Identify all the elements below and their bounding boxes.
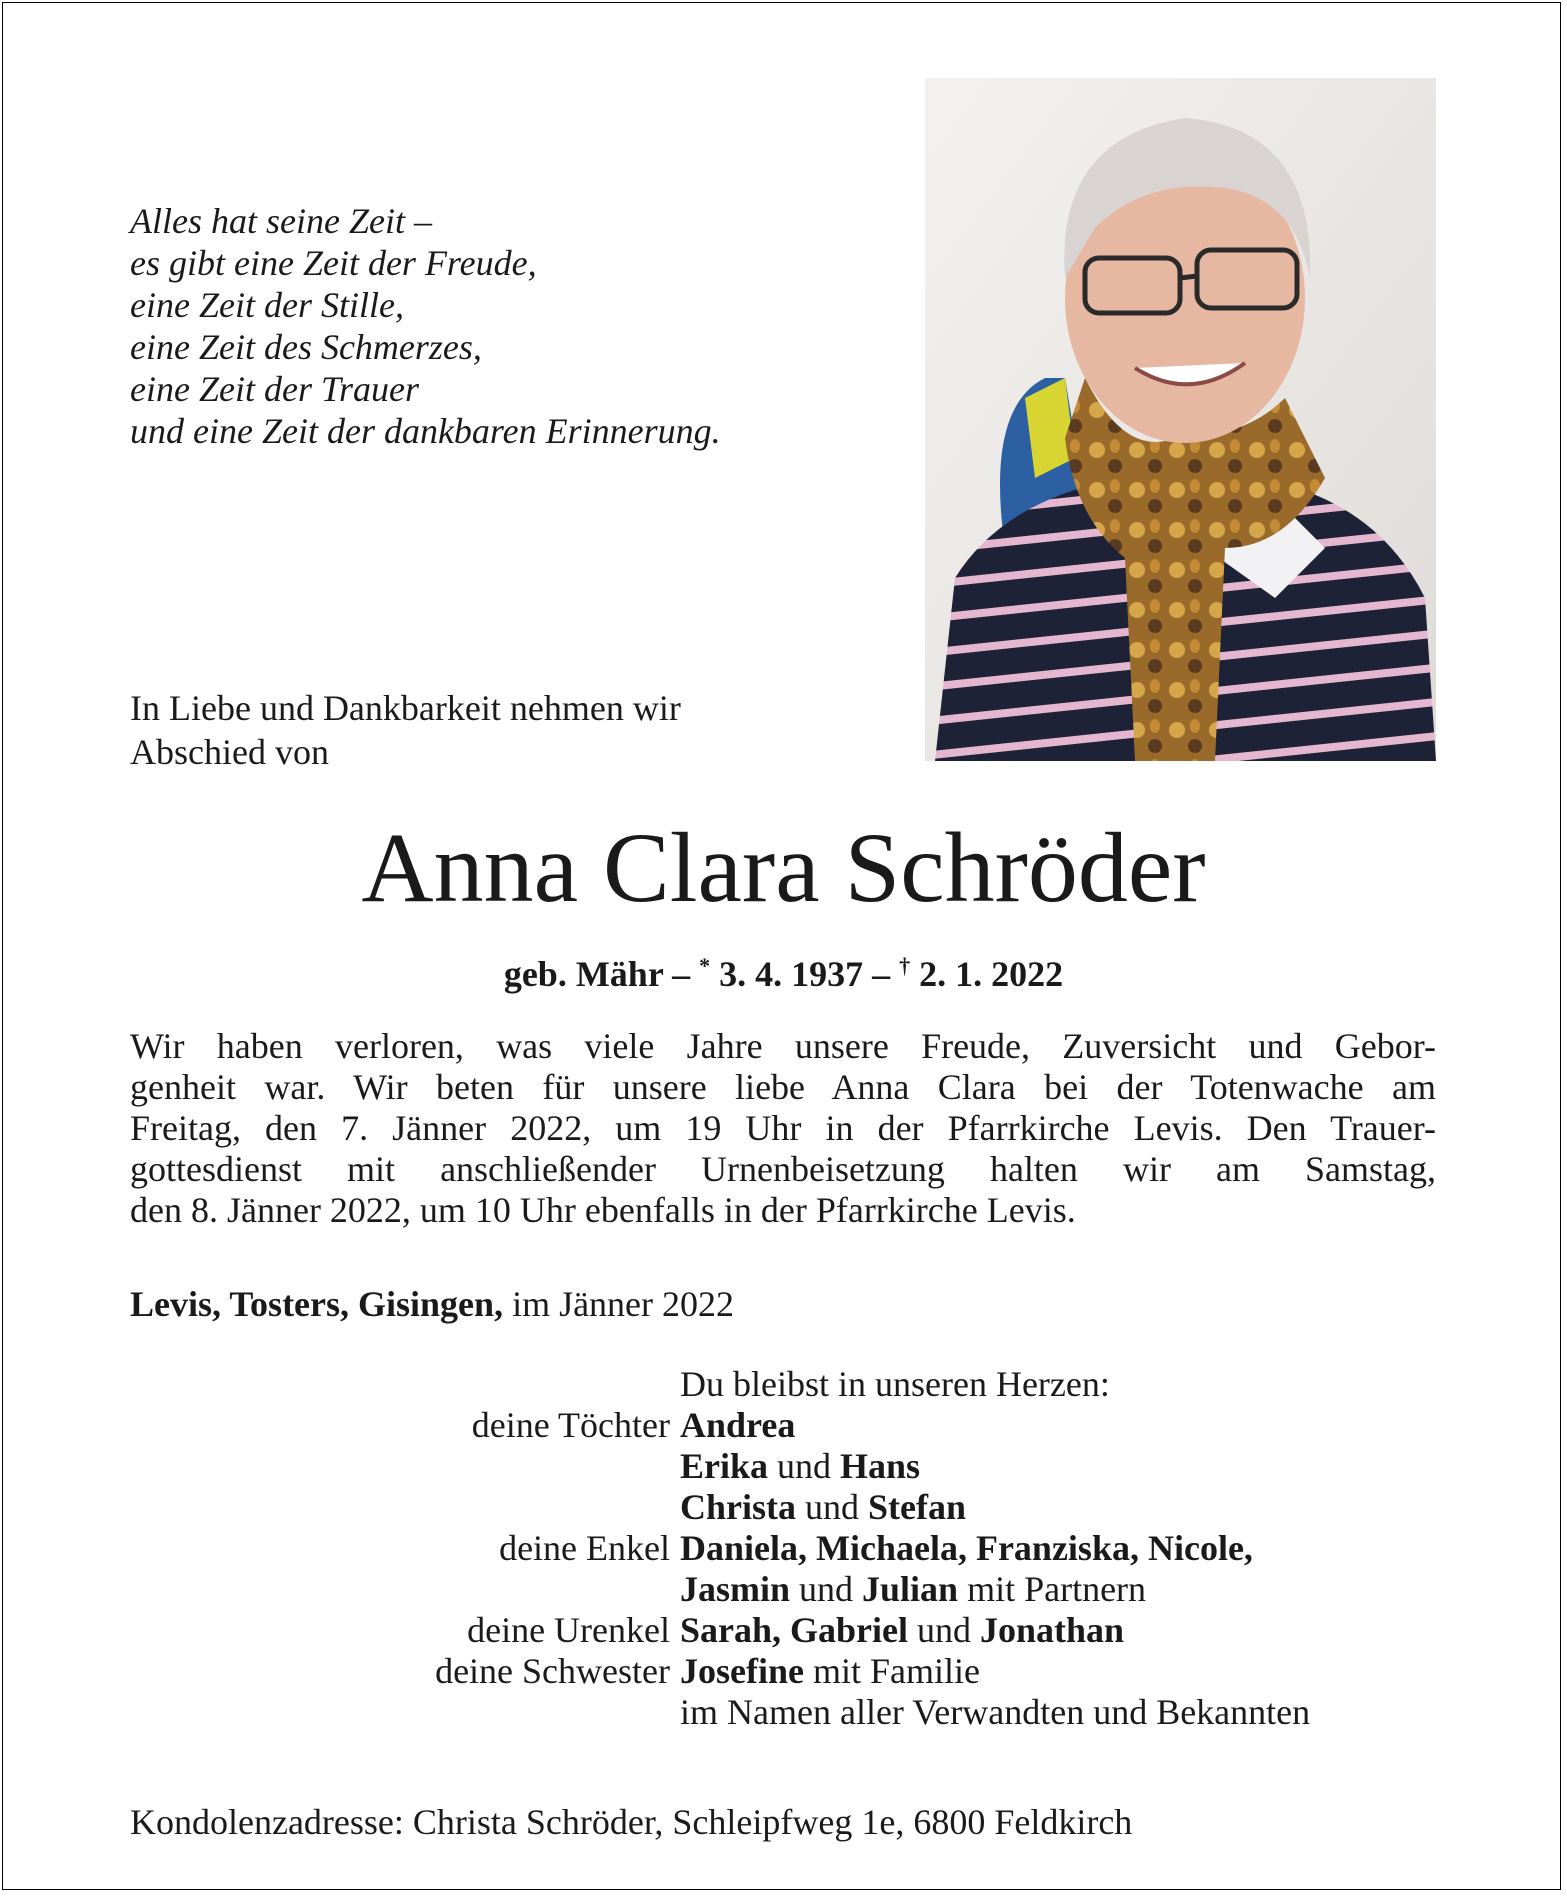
conjunction: und bbox=[790, 1569, 863, 1609]
mourner-name: Jasmin bbox=[680, 1569, 791, 1609]
announcement-text bbox=[130, 1026, 1436, 1231]
relation-label: deine Töchter bbox=[471, 1405, 670, 1445]
mourners-heading-row bbox=[130, 1364, 1450, 1405]
mourners-list bbox=[130, 1364, 1450, 1733]
mourner-name: Erika bbox=[680, 1446, 769, 1486]
birth-date: 3. 4. 1937 – bbox=[710, 954, 900, 994]
poem-line: es gibt eine Zeit der Freude, bbox=[130, 243, 537, 283]
mourner-row bbox=[130, 1446, 1450, 1487]
mourner-name: Julian bbox=[862, 1569, 959, 1609]
mourner-row bbox=[130, 1528, 1450, 1569]
mourner-name: Sarah, Gabriel bbox=[680, 1610, 909, 1650]
conjunction: und bbox=[908, 1610, 981, 1650]
poem-line: Alles hat seine Zeit – bbox=[130, 201, 432, 241]
intro-line: In Liebe und Dankbarkeit nehmen wir bbox=[130, 688, 681, 728]
relation-label: deine Urenkel bbox=[467, 1610, 670, 1650]
place-date bbox=[130, 1282, 734, 1326]
closing-line: im Namen aller Verwandten und Bekannten bbox=[680, 1692, 1311, 1732]
portrait-photo bbox=[925, 78, 1436, 761]
suffix: mit Familie bbox=[803, 1651, 980, 1691]
text-line: gottesdienst mit anschließender Urnenbeisetzung halten wir am Samstag, bbox=[130, 1149, 1436, 1189]
poem-line: und eine Zeit der dankbaren Erinnerung. bbox=[130, 411, 721, 451]
poem-line: eine Zeit der Stille, bbox=[130, 285, 404, 325]
poem-line: eine Zeit des Schmerzes, bbox=[130, 327, 482, 367]
mourner-name: Christa bbox=[680, 1487, 796, 1527]
mourner-row bbox=[130, 1651, 1450, 1692]
text-line: Wir haben verloren, was viele Jahre unsere Freude, Zuversicht und Gebor- bbox=[130, 1026, 1436, 1066]
condolence-address: Kondolenzadresse: Christa Schröder, Schleipfweg 1e, 6800 Feldkirch bbox=[130, 1802, 1133, 1842]
month-year: im Jänner 2022 bbox=[503, 1284, 735, 1324]
mourner-name: Jonathan bbox=[980, 1610, 1125, 1650]
maiden-name: geb. Mähr – bbox=[503, 954, 700, 994]
mourner-name: Josefine bbox=[680, 1651, 804, 1691]
intro-text bbox=[130, 686, 850, 774]
text-line: Freitag, den 7. Jänner 2022, um 19 Uhr in der Pfarrkirche Levis. Den Trauer- bbox=[130, 1108, 1436, 1148]
relation-label: deine Enkel bbox=[499, 1528, 670, 1568]
mourner-row bbox=[130, 1692, 1450, 1733]
mourner-name: Andrea bbox=[680, 1405, 796, 1445]
places: Levis, Tosters, Gisingen, bbox=[130, 1284, 504, 1324]
mourner-row bbox=[130, 1487, 1450, 1528]
conjunction: und bbox=[768, 1446, 841, 1486]
deceased-name: Anna Clara Schröder bbox=[361, 812, 1206, 923]
birth-symbol: * bbox=[699, 953, 711, 978]
mourner-name: Hans bbox=[840, 1446, 921, 1486]
death-date: 2. 1. 2022 bbox=[910, 954, 1064, 994]
mourner-row bbox=[130, 1569, 1450, 1610]
mourner-row bbox=[130, 1405, 1450, 1446]
life-dates bbox=[0, 944, 1567, 996]
mourner-name: Stefan bbox=[868, 1487, 966, 1527]
mourner-row bbox=[130, 1610, 1450, 1651]
poem-line: eine Zeit der Trauer bbox=[130, 369, 419, 409]
death-symbol: † bbox=[899, 953, 911, 978]
poem bbox=[130, 200, 880, 452]
conjunction: und bbox=[796, 1487, 868, 1527]
suffix: mit Partnern bbox=[958, 1569, 1147, 1609]
relation-label: deine Schwester bbox=[435, 1651, 670, 1691]
mourners-heading: Du bleibst in unseren Herzen: bbox=[680, 1364, 1110, 1404]
text-line: genheit war. Wir beten für unsere liebe Anna Clara bei der Totenwache am bbox=[130, 1067, 1436, 1107]
text-line: den 8. Jänner 2022, um 10 Uhr ebenfalls in der Pfarrkirche Levis. bbox=[130, 1190, 1076, 1230]
intro-line: Abschied von bbox=[130, 732, 329, 772]
mourner-name: Daniela, Michaela, Franziska, Nicole, bbox=[680, 1528, 1253, 1568]
